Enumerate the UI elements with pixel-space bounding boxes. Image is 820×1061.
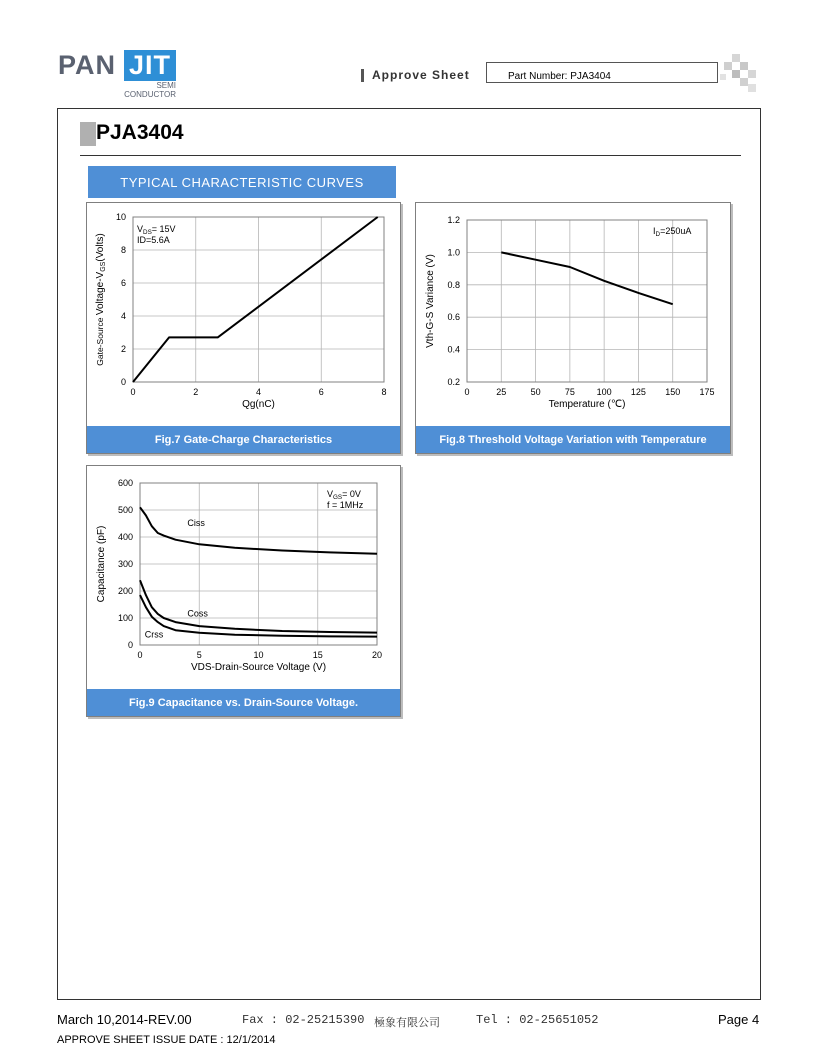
x-tick-label: 175 — [699, 387, 715, 397]
brand-logo-subtitle — [124, 81, 176, 99]
y-tick-label: 500 — [117, 505, 133, 515]
y-tick-label: 300 — [117, 559, 133, 569]
chart-annotation: f = 1MHz — [327, 500, 364, 510]
y-tick-label: 100 — [117, 613, 133, 623]
chart-annotation: $V_{DS}= 15V$ — [137, 224, 176, 236]
y-tick-label: 0 — [127, 640, 133, 650]
fig8-caption: Fig.8 Threshold Voltage Variation with Temperature — [416, 426, 730, 453]
footer-tel: Tel : 02-25651052 — [476, 1013, 599, 1027]
x-tick-label: 50 — [530, 387, 541, 397]
footer-company: 極象有限公司 — [374, 1017, 440, 1029]
x-tick-label: 0 — [464, 387, 470, 397]
x-axis-label: Temperature (℃) — [548, 399, 626, 410]
y-axis-label: Vth-G-S Variance (V) — [425, 254, 436, 348]
x-tick-label: 6 — [318, 387, 324, 397]
x-tick-label: 8 — [381, 387, 387, 397]
x-tick-label: 75 — [564, 387, 575, 397]
y-tick-label: 1.2 — [447, 215, 460, 225]
x-tick-label: 0 — [130, 387, 136, 397]
x-tick-label: 25 — [496, 387, 507, 397]
fig8-panel — [415, 202, 731, 454]
x-axis-label: Qg(nC) — [242, 399, 275, 410]
part-number-label: Part Number: PJA3404 — [508, 71, 611, 82]
y-tick-label: 1.0 — [447, 247, 460, 258]
y-tick-label: 4 — [120, 311, 126, 321]
footer-date-rev: March 10,2014-REV.00 — [57, 1012, 192, 1027]
series-label-crss: Crss — [144, 629, 164, 640]
chart-annotation: ID=5.6A — [137, 235, 170, 245]
fig9-caption: Fig.9 Capacitance vs. Drain-Source Voltage. — [87, 689, 400, 716]
footer-page: Page 4 — [718, 1012, 760, 1027]
logo-sub-semi: SEMI — [156, 81, 176, 90]
section-heading: TYPICAL CHARACTERISTIC CURVES — [88, 166, 396, 198]
y-tick-label: 400 — [117, 532, 133, 542]
fig8-chart — [416, 203, 730, 425]
y-tick-label: 2 — [120, 344, 126, 354]
footer-issue-date: APPROVE SHEET ISSUE DATE : 12/1/2014 — [57, 1034, 276, 1046]
x-tick-label: 2 — [193, 387, 199, 397]
y-tick-label: 8 — [120, 245, 126, 255]
x-tick-label: 10 — [253, 650, 264, 660]
x-tick-label: 5 — [196, 650, 202, 660]
y-tick-label: 600 — [117, 478, 133, 488]
plot-area-frame — [467, 220, 707, 382]
y-tick-label: 10 — [115, 212, 126, 222]
brand-logo-jit: JIT — [124, 50, 176, 81]
fig7-panel — [86, 202, 401, 454]
x-tick-label: 4 — [255, 387, 262, 397]
x-tick-label: 15 — [312, 650, 323, 660]
page-title: PJA3404 — [96, 121, 184, 144]
fig9-chart — [87, 466, 400, 688]
chart-annotation: $V_{GS}= 0V$ — [327, 489, 361, 501]
y-axis-label: Capacitance (pF) — [96, 525, 107, 603]
series-line — [501, 252, 672, 304]
approve-marker — [361, 69, 364, 82]
x-tick-label: 150 — [665, 387, 681, 397]
x-tick-label: 0 — [137, 650, 143, 660]
x-tick-label: 125 — [630, 387, 646, 397]
fig9-panel — [86, 465, 401, 717]
brand-logo-pan: PAN — [58, 50, 117, 80]
series-label-ciss: Ciss — [187, 518, 205, 529]
logo-sub-conductor: CONDUCTOR — [124, 90, 176, 99]
title-rule — [80, 155, 741, 156]
y-tick-label: 0.4 — [447, 344, 460, 355]
y-axis-label: Gate-Source Voltage-$V_{GS}(Volts)$ — [95, 233, 107, 366]
series-label-coss: Coss — [187, 608, 208, 619]
y-tick-label: 6 — [120, 278, 126, 288]
y-tick-label: 200 — [117, 586, 133, 596]
approve-sheet-label: Approve Sheet — [372, 68, 470, 82]
x-axis-label: VDS-Drain-Source Voltage (V) — [190, 662, 327, 673]
footer-fax: Fax : 02-25215390 — [242, 1013, 365, 1027]
y-tick-label: 0 — [120, 377, 126, 387]
fig7-caption: Fig.7 Gate-Charge Characteristics — [87, 426, 400, 453]
title-accent — [80, 122, 96, 146]
fig7-chart — [87, 203, 400, 425]
checker-decoration-icon — [720, 54, 758, 92]
y-tick-label: 0.6 — [447, 312, 460, 323]
chart-annotation: $I_D=250uA$ — [653, 226, 692, 238]
y-tick-label: 0.2 — [447, 377, 460, 387]
x-tick-label: 100 — [596, 387, 612, 397]
x-tick-label: 20 — [371, 650, 383, 660]
y-tick-label: 0.8 — [447, 279, 460, 290]
